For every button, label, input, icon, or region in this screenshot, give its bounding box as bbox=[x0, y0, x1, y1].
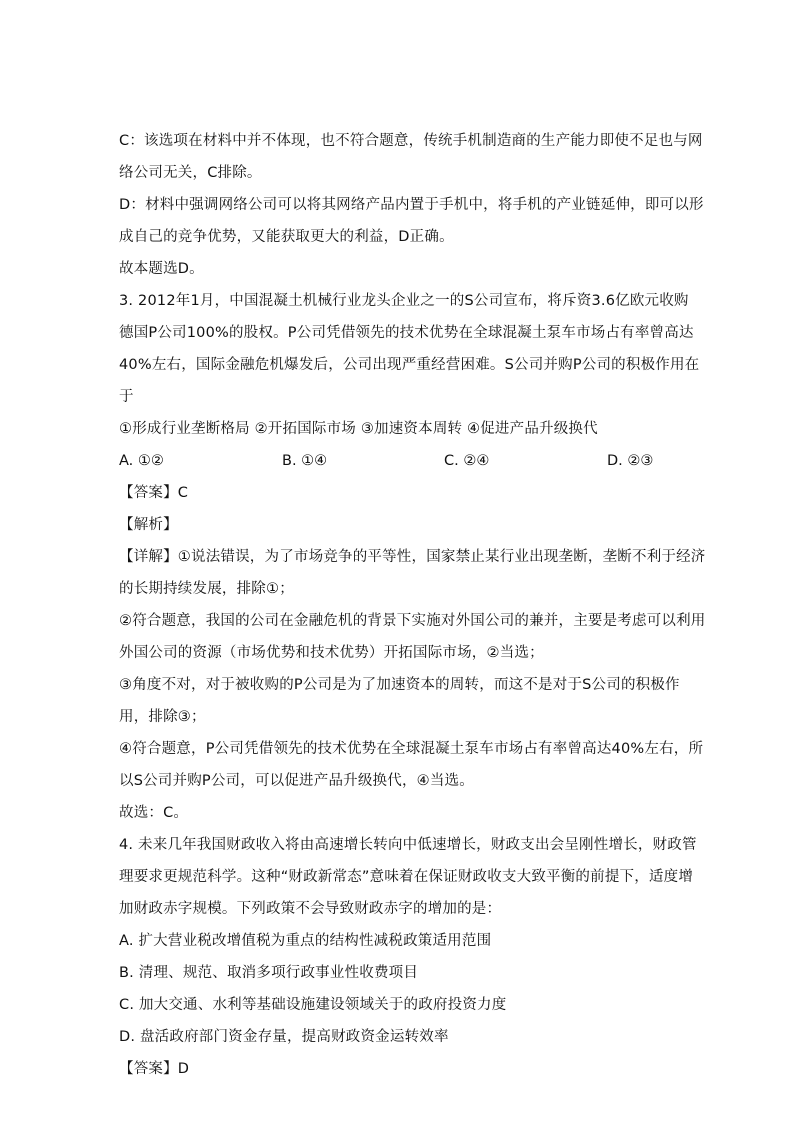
detail-line: ③角度不对，对于被收购的P公司是为了加速资本的周转，而这不是对于S公司的积极作 bbox=[119, 677, 680, 693]
text-line: C：该选项在材料中并不体现，也不符合题意，传统手机制造商的生产能力即使不足也与网 bbox=[119, 133, 703, 149]
question-3-stem: 德国P公司100%的股权。P公司凭借领先的技术优势在全球混凝土泵车市场占有率曾高达 bbox=[119, 325, 694, 341]
detail-line: 以S公司并购P公司，可以促进产品升级换代，④当选。 bbox=[119, 773, 474, 789]
detail-line: ④符合题意，P公司凭借领先的技术优势在全球混凝土泵车市场占有率曾高达40%左右，所 bbox=[119, 741, 704, 757]
option-b: B. ①④ bbox=[282, 453, 328, 469]
option-b: B. 清理、规范、取消多项行政事业性收费项目 bbox=[119, 965, 419, 981]
question-3-stem: 于 bbox=[119, 389, 134, 405]
text-line: 成自己的竞争优势，又能获取更大的利益，D正确。 bbox=[119, 229, 454, 245]
option-c: C. ②④ bbox=[444, 453, 490, 469]
question-3-analysis-label: 【解析】 bbox=[119, 517, 178, 533]
detail-line: 故选：C。 bbox=[119, 805, 189, 821]
option-a: A. ①② bbox=[119, 453, 164, 469]
question-4-stem: 加财政赤字规模。下列政策不会导致财政赤字的增加的是： bbox=[119, 901, 502, 917]
text-line: 络公司无关，C排除。 bbox=[119, 165, 262, 181]
detail-line: 的长期持续发展，排除①； bbox=[119, 581, 294, 597]
question-4-answer: 【答案】D bbox=[119, 1061, 190, 1077]
question-3-statements: ①形成行业垄断格局 ②开拓国际市场 ③加速资本周转 ④促进产品升级换代 bbox=[119, 421, 598, 437]
text-line: D：材料中强调网络公司可以将其网络产品内置于手机中，将手机的产业链延伸，即可以形 bbox=[119, 197, 704, 213]
question-4-stem: 4. 未来几年我国财政收入将由高速增长转向中低速增长，财政支出会呈刚性增长，财政管 bbox=[119, 837, 697, 853]
option-c: C. 加大交通、水利等基础设施建设领域关于的政府投资力度 bbox=[119, 997, 507, 1013]
question-3-stem: 3. 2012年1月，中国混凝土机械行业龙头企业之一的S公司宣布，将斥资3.6亿欧元收购 bbox=[119, 293, 689, 309]
option-d: D. 盘活政府部门资金存量，提高财政资金运转效率 bbox=[119, 1029, 449, 1045]
text-line: 故本题选D。 bbox=[119, 261, 204, 277]
question-3-answer: 【答案】C bbox=[119, 485, 189, 501]
detail-line: 【详解】①说法错误，为了市场竞争的平等性，国家禁止某行业出现垄断，垄断不利于经济 bbox=[119, 549, 706, 565]
question-3-stem: 40%左右，国际金融危机爆发后，公司出现严重经营困难。S公司并购P公司的积极作用在 bbox=[119, 357, 700, 373]
option-d: D. ②③ bbox=[607, 453, 654, 469]
option-a: A. 扩大营业税改增值税为重点的结构性减税政策适用范围 bbox=[119, 933, 492, 949]
detail-line: 用，排除③； bbox=[119, 709, 206, 725]
question-4-stem: 理要求更规范科学。这种“财政新常态”意味着在保证财政收支大致平衡的前提下，适度增 bbox=[119, 869, 694, 885]
detail-line: 外国公司的资源（市场优势和技术优势）开拓国际市场，②当选； bbox=[119, 645, 544, 661]
detail-line: ②符合题意，我国的公司在金融危机的背景下实施对外国公司的兼并，主要是考虑可以利用 bbox=[119, 613, 706, 629]
